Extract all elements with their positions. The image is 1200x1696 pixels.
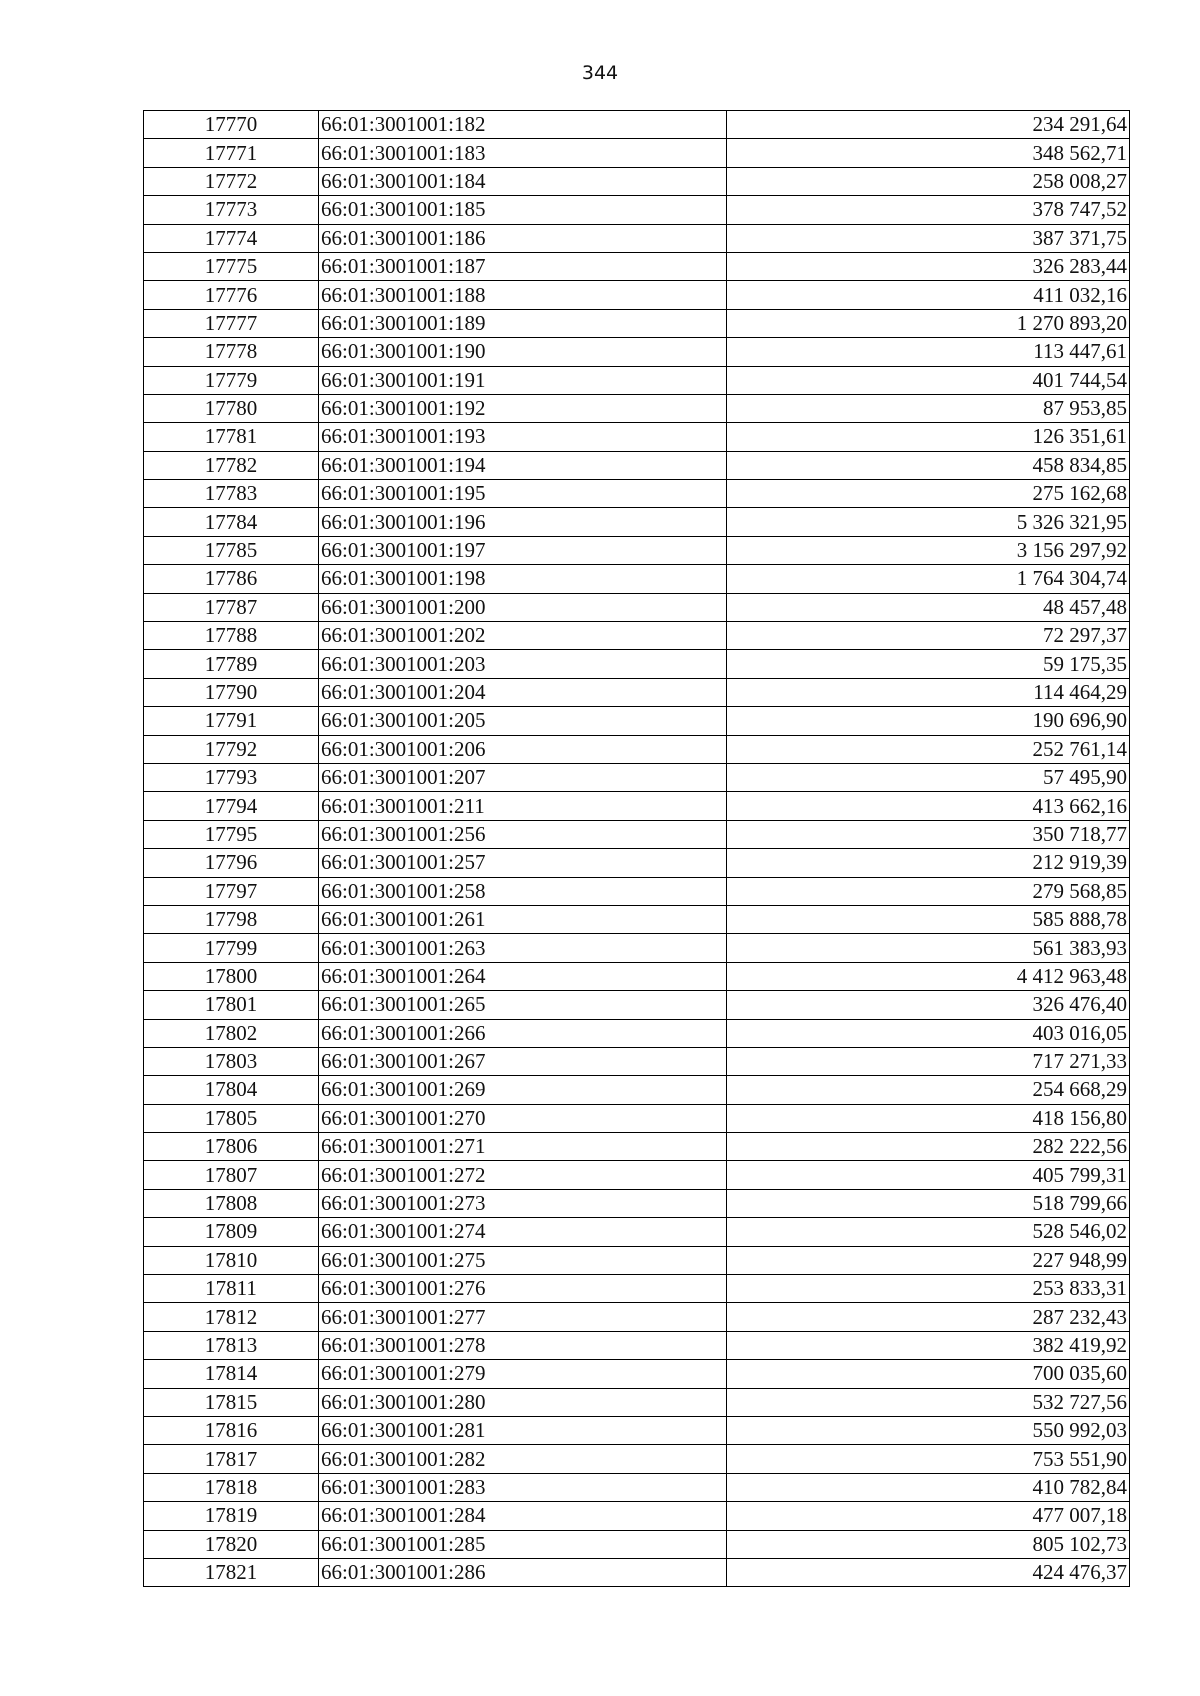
cadastral-value-cell: 126 351,61 bbox=[727, 423, 1130, 451]
cadastral-value-cell: 561 383,93 bbox=[727, 934, 1130, 962]
cadastral-value-cell: 458 834,85 bbox=[727, 451, 1130, 479]
table-row bbox=[144, 451, 1130, 479]
row-number-cell: 17797 bbox=[144, 877, 319, 905]
row-number-cell: 17818 bbox=[144, 1473, 319, 1501]
row-number-cell: 17772 bbox=[144, 167, 319, 195]
cadastral-value-cell: 1 270 893,20 bbox=[727, 309, 1130, 337]
table-row bbox=[144, 252, 1130, 280]
cadastral-number-cell: 66:01:3001001:195 bbox=[319, 480, 727, 508]
table-row bbox=[144, 224, 1130, 252]
row-number-cell: 17770 bbox=[144, 111, 319, 139]
row-number-cell: 17788 bbox=[144, 622, 319, 650]
cadastral-value-cell: 1 764 304,74 bbox=[727, 565, 1130, 593]
cadastral-value-cell: 279 568,85 bbox=[727, 877, 1130, 905]
table-row bbox=[144, 1218, 1130, 1246]
row-number-cell: 17786 bbox=[144, 565, 319, 593]
cadastral-value-cell: 348 562,71 bbox=[727, 139, 1130, 167]
cadastral-value-cell: 411 032,16 bbox=[727, 281, 1130, 309]
row-number-cell: 17810 bbox=[144, 1246, 319, 1274]
table-row bbox=[144, 849, 1130, 877]
table-row bbox=[144, 1502, 1130, 1530]
row-number-cell: 17811 bbox=[144, 1275, 319, 1303]
table-row bbox=[144, 622, 1130, 650]
cadastral-number-cell: 66:01:3001001:265 bbox=[319, 991, 727, 1019]
cadastral-number-cell: 66:01:3001001:186 bbox=[319, 224, 727, 252]
row-number-cell: 17780 bbox=[144, 394, 319, 422]
cadastral-value-cell: 252 761,14 bbox=[727, 735, 1130, 763]
table-row bbox=[144, 1303, 1130, 1331]
cadastral-value-cell: 258 008,27 bbox=[727, 167, 1130, 195]
cadastral-number-cell: 66:01:3001001:274 bbox=[319, 1218, 727, 1246]
row-number-cell: 17773 bbox=[144, 196, 319, 224]
cadastral-value-cell: 387 371,75 bbox=[727, 224, 1130, 252]
cadastral-value-cell: 190 696,90 bbox=[727, 707, 1130, 735]
cadastral-value-cell: 753 551,90 bbox=[727, 1445, 1130, 1473]
row-number-cell: 17799 bbox=[144, 934, 319, 962]
cadastral-number-cell: 66:01:3001001:188 bbox=[319, 281, 727, 309]
cadastral-number-cell: 66:01:3001001:266 bbox=[319, 1019, 727, 1047]
row-number-cell: 17790 bbox=[144, 678, 319, 706]
cadastral-number-cell: 66:01:3001001:284 bbox=[319, 1502, 727, 1530]
table-row bbox=[144, 1445, 1130, 1473]
cadastral-number-cell: 66:01:3001001:276 bbox=[319, 1275, 727, 1303]
cadastral-number-cell: 66:01:3001001:273 bbox=[319, 1189, 727, 1217]
cadastral-value-cell: 405 799,31 bbox=[727, 1161, 1130, 1189]
cadastral-value-cell: 275 162,68 bbox=[727, 480, 1130, 508]
row-number-cell: 17774 bbox=[144, 224, 319, 252]
cadastral-number-cell: 66:01:3001001:275 bbox=[319, 1246, 727, 1274]
table-row bbox=[144, 1133, 1130, 1161]
table-row bbox=[144, 1388, 1130, 1416]
cadastral-value-cell: 550 992,03 bbox=[727, 1416, 1130, 1444]
cadastral-number-cell: 66:01:3001001:283 bbox=[319, 1473, 727, 1501]
row-number-cell: 17821 bbox=[144, 1558, 319, 1586]
cadastral-number-cell: 66:01:3001001:194 bbox=[319, 451, 727, 479]
cadastral-number-cell: 66:01:3001001:198 bbox=[319, 565, 727, 593]
row-number-cell: 17808 bbox=[144, 1189, 319, 1217]
cadastral-number-cell: 66:01:3001001:256 bbox=[319, 820, 727, 848]
table-row bbox=[144, 991, 1130, 1019]
table-row bbox=[144, 877, 1130, 905]
row-number-cell: 17783 bbox=[144, 480, 319, 508]
cadastral-value-cell: 253 833,31 bbox=[727, 1275, 1130, 1303]
cadastral-value-cell: 227 948,99 bbox=[727, 1246, 1130, 1274]
cadastral-number-cell: 66:01:3001001:184 bbox=[319, 167, 727, 195]
cadastral-value-cell: 717 271,33 bbox=[727, 1047, 1130, 1075]
cadastral-number-cell: 66:01:3001001:257 bbox=[319, 849, 727, 877]
cadastral-number-cell: 66:01:3001001:211 bbox=[319, 792, 727, 820]
row-number-cell: 17793 bbox=[144, 763, 319, 791]
cadastral-number-cell: 66:01:3001001:261 bbox=[319, 905, 727, 933]
cadastral-number-cell: 66:01:3001001:278 bbox=[319, 1331, 727, 1359]
row-number-cell: 17779 bbox=[144, 366, 319, 394]
cadastral-value-cell: 805 102,73 bbox=[727, 1530, 1130, 1558]
table-row bbox=[144, 1360, 1130, 1388]
cadastral-number-cell: 66:01:3001001:185 bbox=[319, 196, 727, 224]
row-number-cell: 17820 bbox=[144, 1530, 319, 1558]
cadastral-value-cell: 378 747,52 bbox=[727, 196, 1130, 224]
row-number-cell: 17807 bbox=[144, 1161, 319, 1189]
table-row bbox=[144, 394, 1130, 422]
table-row bbox=[144, 1246, 1130, 1274]
table-row bbox=[144, 1558, 1130, 1586]
cadastral-number-cell: 66:01:3001001:200 bbox=[319, 593, 727, 621]
cadastral-value-cell: 4 412 963,48 bbox=[727, 962, 1130, 990]
table-row bbox=[144, 934, 1130, 962]
row-number-cell: 17784 bbox=[144, 508, 319, 536]
table-row bbox=[144, 508, 1130, 536]
cadastral-number-cell: 66:01:3001001:187 bbox=[319, 252, 727, 280]
row-number-cell: 17782 bbox=[144, 451, 319, 479]
row-number-cell: 17771 bbox=[144, 139, 319, 167]
table-row bbox=[144, 820, 1130, 848]
table-row bbox=[144, 196, 1130, 224]
cadastral-value-cell: 234 291,64 bbox=[727, 111, 1130, 139]
table-row bbox=[144, 536, 1130, 564]
cadastral-number-cell: 66:01:3001001:285 bbox=[319, 1530, 727, 1558]
table-row bbox=[144, 423, 1130, 451]
cadastral-number-cell: 66:01:3001001:193 bbox=[319, 423, 727, 451]
cadastral-number-cell: 66:01:3001001:207 bbox=[319, 763, 727, 791]
row-number-cell: 17814 bbox=[144, 1360, 319, 1388]
cadastral-number-cell: 66:01:3001001:182 bbox=[319, 111, 727, 139]
cadastral-number-cell: 66:01:3001001:204 bbox=[319, 678, 727, 706]
row-number-cell: 17798 bbox=[144, 905, 319, 933]
row-number-cell: 17778 bbox=[144, 338, 319, 366]
row-number-cell: 17795 bbox=[144, 820, 319, 848]
cadastral-number-cell: 66:01:3001001:279 bbox=[319, 1360, 727, 1388]
cadastral-value-cell: 72 297,37 bbox=[727, 622, 1130, 650]
table-row bbox=[144, 962, 1130, 990]
row-number-cell: 17816 bbox=[144, 1416, 319, 1444]
table-body bbox=[144, 111, 1130, 1587]
row-number-cell: 17789 bbox=[144, 650, 319, 678]
table-row bbox=[144, 1473, 1130, 1501]
cadastral-value-cell: 532 727,56 bbox=[727, 1388, 1130, 1416]
cadastral-number-cell: 66:01:3001001:270 bbox=[319, 1104, 727, 1132]
cadastral-value-cell: 254 668,29 bbox=[727, 1076, 1130, 1104]
cadastral-value-cell: 57 495,90 bbox=[727, 763, 1130, 791]
row-number-cell: 17781 bbox=[144, 423, 319, 451]
cadastral-number-cell: 66:01:3001001:286 bbox=[319, 1558, 727, 1586]
row-number-cell: 17812 bbox=[144, 1303, 319, 1331]
table-row bbox=[144, 593, 1130, 621]
table-row bbox=[144, 1530, 1130, 1558]
row-number-cell: 17801 bbox=[144, 991, 319, 1019]
cadastral-number-cell: 66:01:3001001:192 bbox=[319, 394, 727, 422]
cadastral-value-cell: 410 782,84 bbox=[727, 1473, 1130, 1501]
table-row bbox=[144, 1019, 1130, 1047]
table-row bbox=[144, 139, 1130, 167]
cadastral-number-cell: 66:01:3001001:277 bbox=[319, 1303, 727, 1331]
row-number-cell: 17775 bbox=[144, 252, 319, 280]
cadastral-value-cell: 418 156,80 bbox=[727, 1104, 1130, 1132]
cadastral-value-cell: 477 007,18 bbox=[727, 1502, 1130, 1530]
row-number-cell: 17791 bbox=[144, 707, 319, 735]
cadastral-number-cell: 66:01:3001001:205 bbox=[319, 707, 727, 735]
row-number-cell: 17776 bbox=[144, 281, 319, 309]
table-row bbox=[144, 1189, 1130, 1217]
cadastral-number-cell: 66:01:3001001:190 bbox=[319, 338, 727, 366]
row-number-cell: 17785 bbox=[144, 536, 319, 564]
cadastral-value-table bbox=[143, 110, 1130, 1587]
table-row bbox=[144, 678, 1130, 706]
cadastral-value-cell: 413 662,16 bbox=[727, 792, 1130, 820]
cadastral-value-cell: 401 744,54 bbox=[727, 366, 1130, 394]
cadastral-value-cell: 382 419,92 bbox=[727, 1331, 1130, 1359]
table-row bbox=[144, 480, 1130, 508]
cadastral-number-cell: 66:01:3001001:258 bbox=[319, 877, 727, 905]
row-number-cell: 17819 bbox=[144, 1502, 319, 1530]
cadastral-value-cell: 212 919,39 bbox=[727, 849, 1130, 877]
table-row bbox=[144, 1047, 1130, 1075]
cadastral-value-cell: 5 326 321,95 bbox=[727, 508, 1130, 536]
cadastral-number-cell: 66:01:3001001:191 bbox=[319, 366, 727, 394]
cadastral-number-cell: 66:01:3001001:197 bbox=[319, 536, 727, 564]
cadastral-number-cell: 66:01:3001001:263 bbox=[319, 934, 727, 962]
cadastral-value-cell: 48 457,48 bbox=[727, 593, 1130, 621]
row-number-cell: 17796 bbox=[144, 849, 319, 877]
row-number-cell: 17806 bbox=[144, 1133, 319, 1161]
row-number-cell: 17804 bbox=[144, 1076, 319, 1104]
row-number-cell: 17794 bbox=[144, 792, 319, 820]
cadastral-value-cell: 585 888,78 bbox=[727, 905, 1130, 933]
table-row bbox=[144, 735, 1130, 763]
cadastral-number-cell: 66:01:3001001:203 bbox=[319, 650, 727, 678]
cadastral-value-cell: 282 222,56 bbox=[727, 1133, 1130, 1161]
cadastral-value-cell: 403 016,05 bbox=[727, 1019, 1130, 1047]
table-row bbox=[144, 763, 1130, 791]
cadastral-value-cell: 528 546,02 bbox=[727, 1218, 1130, 1246]
cadastral-number-cell: 66:01:3001001:282 bbox=[319, 1445, 727, 1473]
table-row bbox=[144, 1331, 1130, 1359]
cadastral-value-cell: 59 175,35 bbox=[727, 650, 1130, 678]
table-row bbox=[144, 309, 1130, 337]
row-number-cell: 17817 bbox=[144, 1445, 319, 1473]
table-row bbox=[144, 650, 1130, 678]
cadastral-number-cell: 66:01:3001001:267 bbox=[319, 1047, 727, 1075]
table-row bbox=[144, 792, 1130, 820]
table-row bbox=[144, 281, 1130, 309]
cadastral-number-cell: 66:01:3001001:269 bbox=[319, 1076, 727, 1104]
cadastral-value-cell: 424 476,37 bbox=[727, 1558, 1130, 1586]
table-row bbox=[144, 1076, 1130, 1104]
row-number-cell: 17803 bbox=[144, 1047, 319, 1075]
page-number: 344 bbox=[581, 62, 619, 84]
table-row bbox=[144, 167, 1130, 195]
cadastral-number-cell: 66:01:3001001:272 bbox=[319, 1161, 727, 1189]
table-row bbox=[144, 1275, 1130, 1303]
table-row bbox=[144, 905, 1130, 933]
row-number-cell: 17809 bbox=[144, 1218, 319, 1246]
table-row bbox=[144, 1104, 1130, 1132]
cadastral-value-cell: 326 476,40 bbox=[727, 991, 1130, 1019]
cadastral-value-cell: 114 464,29 bbox=[727, 678, 1130, 706]
cadastral-number-cell: 66:01:3001001:196 bbox=[319, 508, 727, 536]
cadastral-value-cell: 113 447,61 bbox=[727, 338, 1130, 366]
table-row bbox=[144, 1416, 1130, 1444]
cadastral-value-cell: 3 156 297,92 bbox=[727, 536, 1130, 564]
row-number-cell: 17777 bbox=[144, 309, 319, 337]
cadastral-value-cell: 87 953,85 bbox=[727, 394, 1130, 422]
row-number-cell: 17813 bbox=[144, 1331, 319, 1359]
row-number-cell: 17802 bbox=[144, 1019, 319, 1047]
table-row bbox=[144, 111, 1130, 139]
cadastral-number-cell: 66:01:3001001:206 bbox=[319, 735, 727, 763]
table-row bbox=[144, 707, 1130, 735]
cadastral-number-cell: 66:01:3001001:183 bbox=[319, 139, 727, 167]
row-number-cell: 17792 bbox=[144, 735, 319, 763]
table-row bbox=[144, 338, 1130, 366]
cadastral-value-cell: 518 799,66 bbox=[727, 1189, 1130, 1217]
cadastral-value-cell: 326 283,44 bbox=[727, 252, 1130, 280]
cadastral-value-cell: 287 232,43 bbox=[727, 1303, 1130, 1331]
table-row bbox=[144, 1161, 1130, 1189]
cadastral-number-cell: 66:01:3001001:264 bbox=[319, 962, 727, 990]
cadastral-number-cell: 66:01:3001001:281 bbox=[319, 1416, 727, 1444]
cadastral-number-cell: 66:01:3001001:280 bbox=[319, 1388, 727, 1416]
table-row bbox=[144, 565, 1130, 593]
cadastral-value-cell: 700 035,60 bbox=[727, 1360, 1130, 1388]
cadastral-number-cell: 66:01:3001001:189 bbox=[319, 309, 727, 337]
cadastral-value-cell: 350 718,77 bbox=[727, 820, 1130, 848]
cadastral-number-cell: 66:01:3001001:202 bbox=[319, 622, 727, 650]
row-number-cell: 17787 bbox=[144, 593, 319, 621]
row-number-cell: 17805 bbox=[144, 1104, 319, 1132]
row-number-cell: 17815 bbox=[144, 1388, 319, 1416]
row-number-cell: 17800 bbox=[144, 962, 319, 990]
cadastral-number-cell: 66:01:3001001:271 bbox=[319, 1133, 727, 1161]
table-row bbox=[144, 366, 1130, 394]
